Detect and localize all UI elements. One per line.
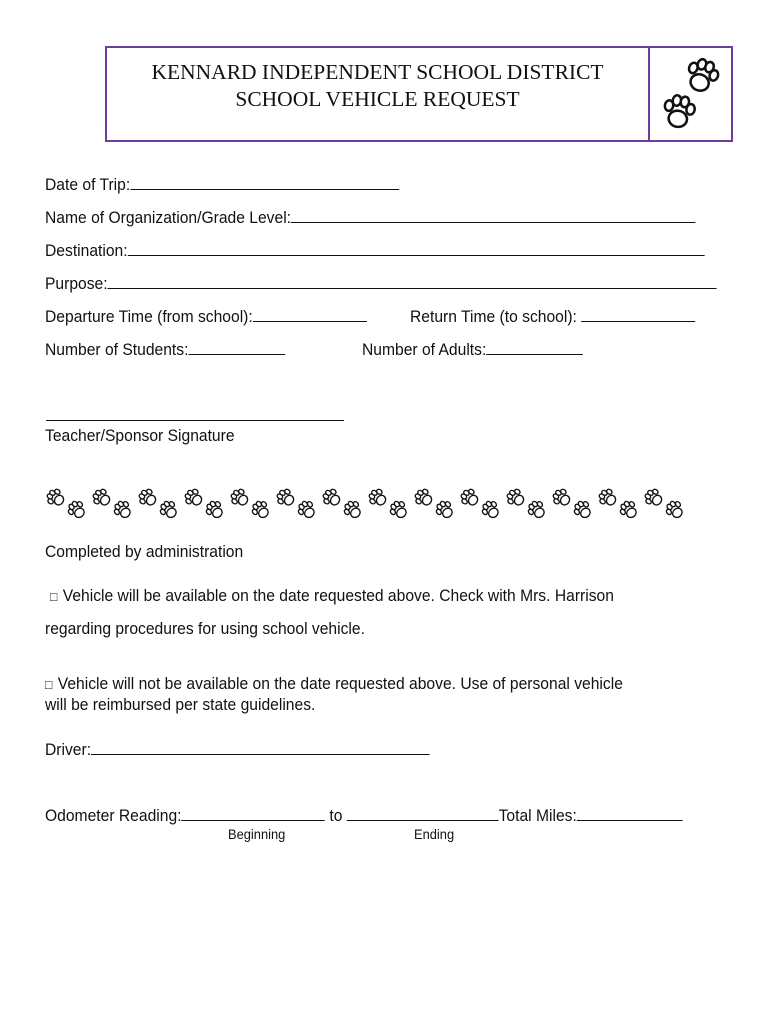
paw-divider (44, 484, 684, 531)
students-row (45, 339, 285, 360)
beginning-caption: Beginning (228, 826, 286, 842)
date-of-trip-field[interactable] (130, 174, 399, 190)
students-field[interactable] (188, 339, 285, 355)
form-header (105, 46, 733, 142)
departure-field[interactable] (253, 306, 367, 322)
form-title: SCHOOL VEHICLE REQUEST (235, 87, 520, 111)
paw-print-icon (652, 48, 731, 140)
return-row (410, 306, 695, 327)
return-field[interactable] (581, 306, 695, 322)
odometer-label: Odometer Reading: (45, 806, 182, 825)
return-label: Return Time (to school): (410, 307, 577, 326)
destination-label: Destination: (45, 241, 128, 260)
date-of-trip-label: Date of Trip: (45, 175, 131, 194)
students-label: Number of Students: (45, 340, 189, 359)
option-available-row (50, 586, 614, 606)
destination-field[interactable] (128, 240, 705, 256)
option-available-text: Vehicle will be available on the date requested above. Check with Mrs. Harrison (62, 586, 614, 605)
district-title: KENNARD INDEPENDENT SCHOOL DISTRICT (151, 60, 604, 84)
option-unavailable-text: Vehicle will not be available on the date requested above. Use of personal vehicle (57, 674, 623, 693)
organization-field[interactable] (291, 207, 696, 223)
purpose-field[interactable] (108, 273, 717, 289)
logo-box (652, 48, 731, 140)
organization-row (45, 207, 696, 228)
ending-caption: Ending (414, 826, 455, 842)
title-box (107, 48, 650, 140)
option-available-text-cont: regarding procedures for using school vehicle. (45, 619, 365, 638)
paw-print-icon (44, 484, 684, 526)
odometer-to-label: to (329, 806, 343, 825)
purpose-row (45, 273, 717, 294)
odometer-beginning-field[interactable] (182, 805, 326, 821)
driver-label: Driver: (45, 740, 92, 759)
date-of-trip-row (45, 174, 399, 195)
adults-row (362, 339, 583, 360)
adults-label: Number of Adults: (362, 340, 487, 359)
option-unavailable-row (45, 674, 623, 694)
total-miles-label: Total Miles: (498, 806, 577, 825)
option-unavailable-text-cont: will be reimbursed per state guidelines. (45, 695, 316, 714)
total-miles-field[interactable] (577, 805, 683, 821)
adults-field[interactable] (486, 339, 583, 355)
odometer-ending-field[interactable] (347, 805, 499, 821)
departure-label: Departure Time (from school): (45, 307, 253, 326)
signature-label: Teacher/Sponsor Signature (45, 426, 235, 445)
signature-line[interactable] (46, 420, 344, 421)
organization-label: Name of Organization/Grade Level: (45, 208, 292, 227)
destination-row (45, 240, 704, 261)
driver-field[interactable] (91, 739, 430, 755)
purpose-label: Purpose: (45, 274, 108, 293)
driver-row (45, 739, 430, 760)
checkbox-available[interactable]: □ (50, 589, 58, 604)
odometer-row (45, 805, 683, 826)
admin-heading: Completed by administration (45, 542, 244, 561)
departure-row (45, 306, 367, 327)
checkbox-unavailable[interactable]: □ (45, 677, 53, 692)
